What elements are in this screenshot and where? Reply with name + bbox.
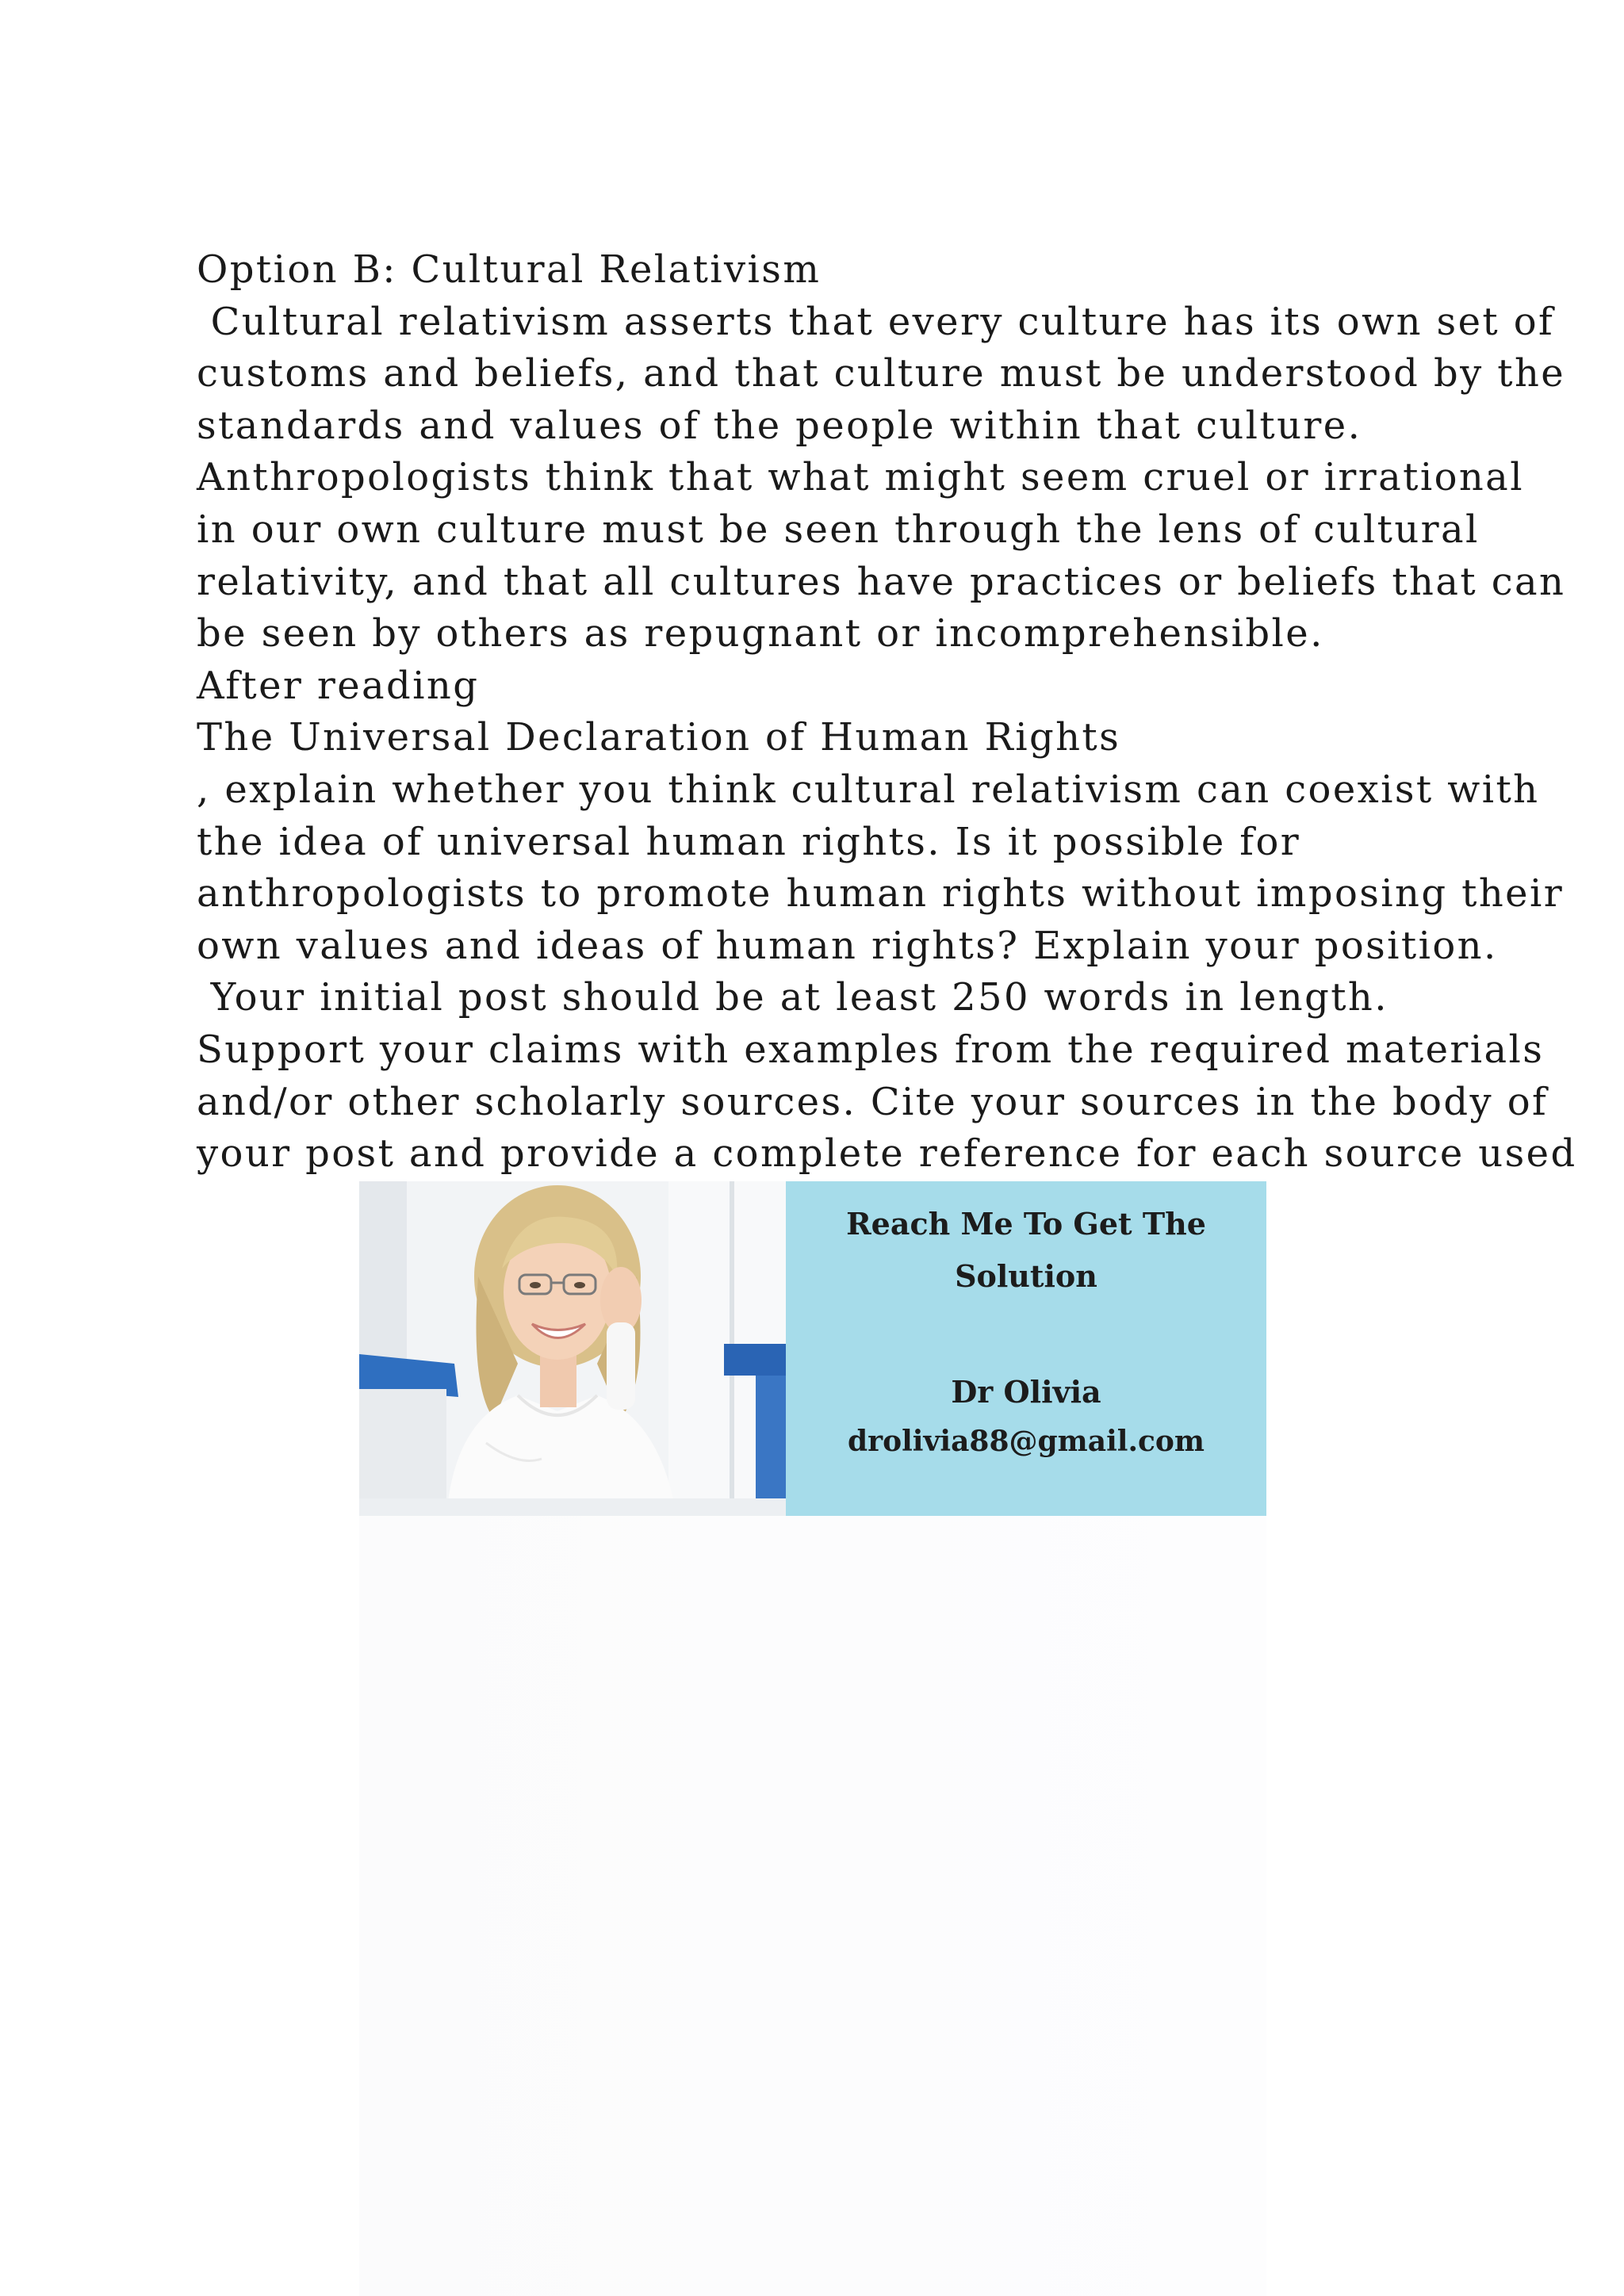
text-line: customs and beliefs, and that culture must be understood by the — [197, 351, 1566, 396]
text-line: be seen by others as repugnant or incomprehensible. — [197, 611, 1324, 656]
text-line: the idea of universal human rights. Is it possible for — [197, 819, 1301, 864]
blank-image-area — [359, 1516, 1266, 2296]
text-line: and/or other scholarly sources. Cite your sources in the body of — [197, 1079, 1549, 1124]
cta-heading: Reach Me To Get The — [846, 1206, 1206, 1242]
text-line: Your initial post should be at least 250 words in length. — [197, 975, 1388, 1020]
contact-email: drolivia88@gmail.com — [847, 1425, 1205, 1458]
text-line: relativity, and that all cultures have practices or beliefs that can — [197, 559, 1566, 604]
woman-photo-illustration — [359, 1181, 786, 1516]
text-line: After reading — [197, 663, 480, 708]
cta-subheading: Solution — [955, 1258, 1097, 1294]
contact-info-panel — [786, 1181, 1266, 1516]
text-line-reading-title: The Universal Declaration of Human Rights — [197, 715, 1121, 760]
contact-banner — [359, 1181, 1266, 1516]
text-line: anthropologists to promote human rights without imposing their — [197, 871, 1565, 916]
text-line: your post and provide a complete reference for each source used — [197, 1131, 1577, 1177]
text-line: own values and ideas of human rights? Explain your position. — [197, 923, 1498, 968]
assignment-text — [197, 244, 1577, 1181]
text-line: Anthropologists think that what might seem cruel or irrational — [197, 455, 1524, 500]
text-line: in our own culture must be seen through the lens of cultural — [197, 507, 1480, 552]
text-line-title: Option B: Cultural Relativism — [197, 247, 822, 292]
text-line: Cultural relativism asserts that every culture has its own set of — [197, 299, 1555, 344]
text-line: Support your claims with examples from the required materials — [197, 1027, 1545, 1072]
text-line: , explain whether you think cultural relativism can coexist with — [197, 767, 1540, 812]
woman-photo — [359, 1181, 786, 1516]
contact-name: Dr Olivia — [951, 1374, 1101, 1410]
text-line: standards and values of the people within that culture. — [197, 403, 1362, 448]
